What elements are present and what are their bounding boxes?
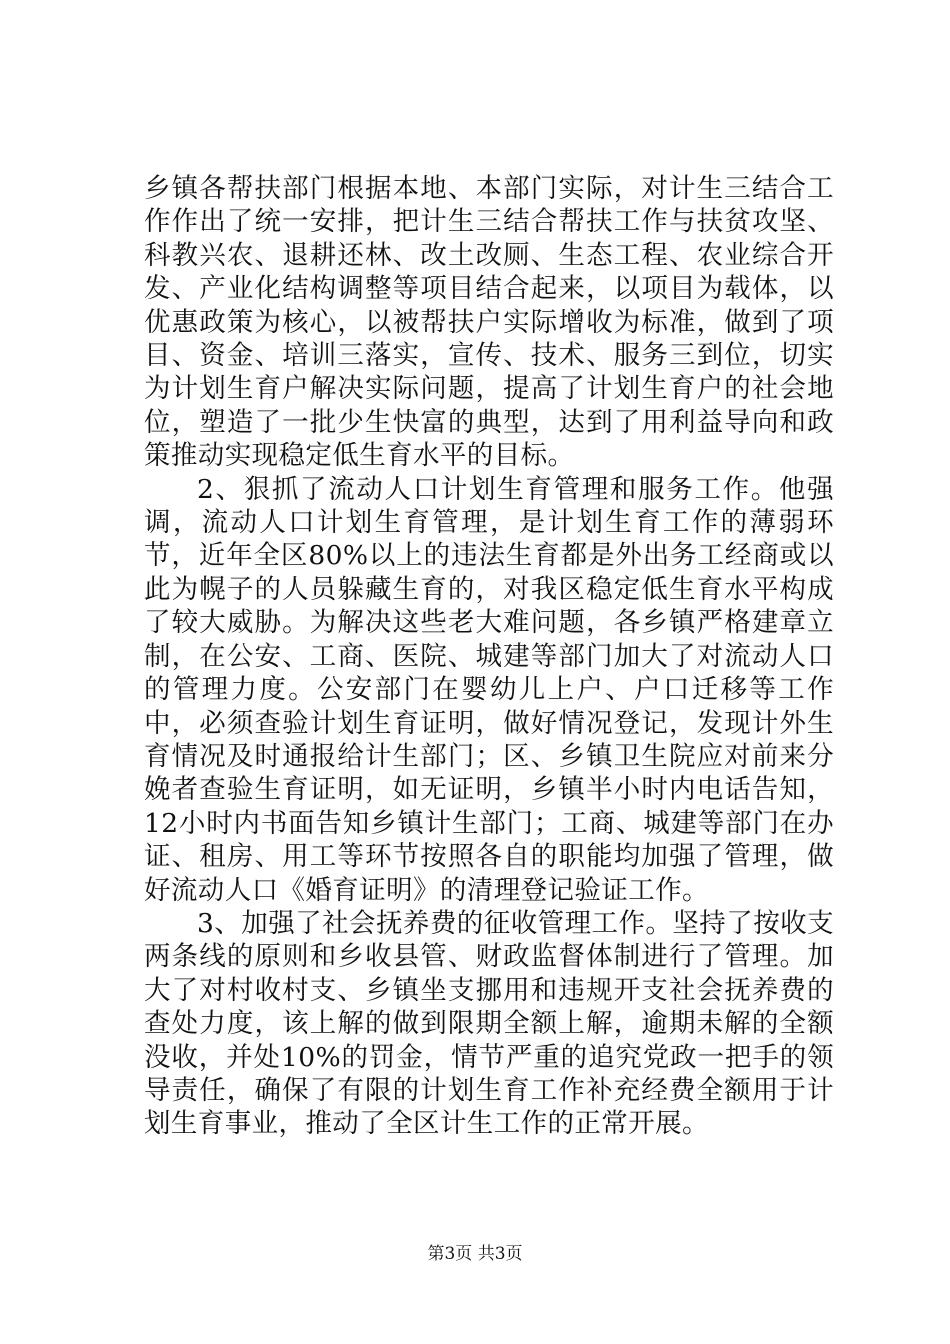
page-number-footer: 第3页 共3页 xyxy=(427,1244,523,1264)
paragraph-social-maintenance-fee: 3、加强了社会抚养费的征收管理工作。坚持了按收支两条线的原则和乡收县管、财政监督体制进行了管理。加大了对村收村支、乡镇坐支挪用和违规开支社会抚养费的查处力度，该上解的做到限期全额上解，逾期未解的全额没收，并处10%的罚金，情节严重的追究党政一把手的领导责任，确保了有限的计划生育工作补充经费全额用于计划生育事业，推动了全区计生工作的正常开展。 xyxy=(144,907,834,1140)
document-body xyxy=(144,172,834,1141)
paragraph-floating-population: 2、狠抓了流动人口计划生育管理和服务工作。他强调，流动人口计划生育管理，是计划生育工作的薄弱环节，近年全区80%以上的违法生育都是外出务工经商或以此为幌子的人员躲藏生育的，对我区稳定低生育水平构成了较大威胁。为解决这些老大难问题，各乡镇严格建章立制，在公安、工商、医院、城建等部门加大了对流动人口的管理力度。公安部门在婴幼儿上户、户口迁移等工作中，必须查验计划生育证明，做好情况登记，发现计外生育情况及时通报给计生部门；区、乡镇卫生院应对前来分娩者查验生育证明，如无证明，乡镇半小时内电话告知，12小时内书面告知乡镇计生部门；工商、城建等部门在办证、租房、用工等环节按照各自的职能均加强了管理，做好流动人口《婚育证明》的清理登记验证工作。 xyxy=(144,473,834,906)
paragraph-continuation: 乡镇各帮扶部门根据本地、本部门实际，对计生三结合工作作出了统一安排，把计生三结合帮扶工作与扶贫攻坚、科教兴农、退耕还林、改土改厕、生态工程、农业综合开发、产业化结构调整等项目结合起来，以项目为载体，以优惠政策为核心，以被帮扶户实际增收为标准，做到了项目、资金、培训三落实，宣传、技术、服务三到位，切实为计划生育户解决实际问题，提高了计划生育户的社会地位，塑造了一批少生快富的典型，达到了用利益导向和政策推动实现稳定低生育水平的目标。 xyxy=(144,173,834,472)
